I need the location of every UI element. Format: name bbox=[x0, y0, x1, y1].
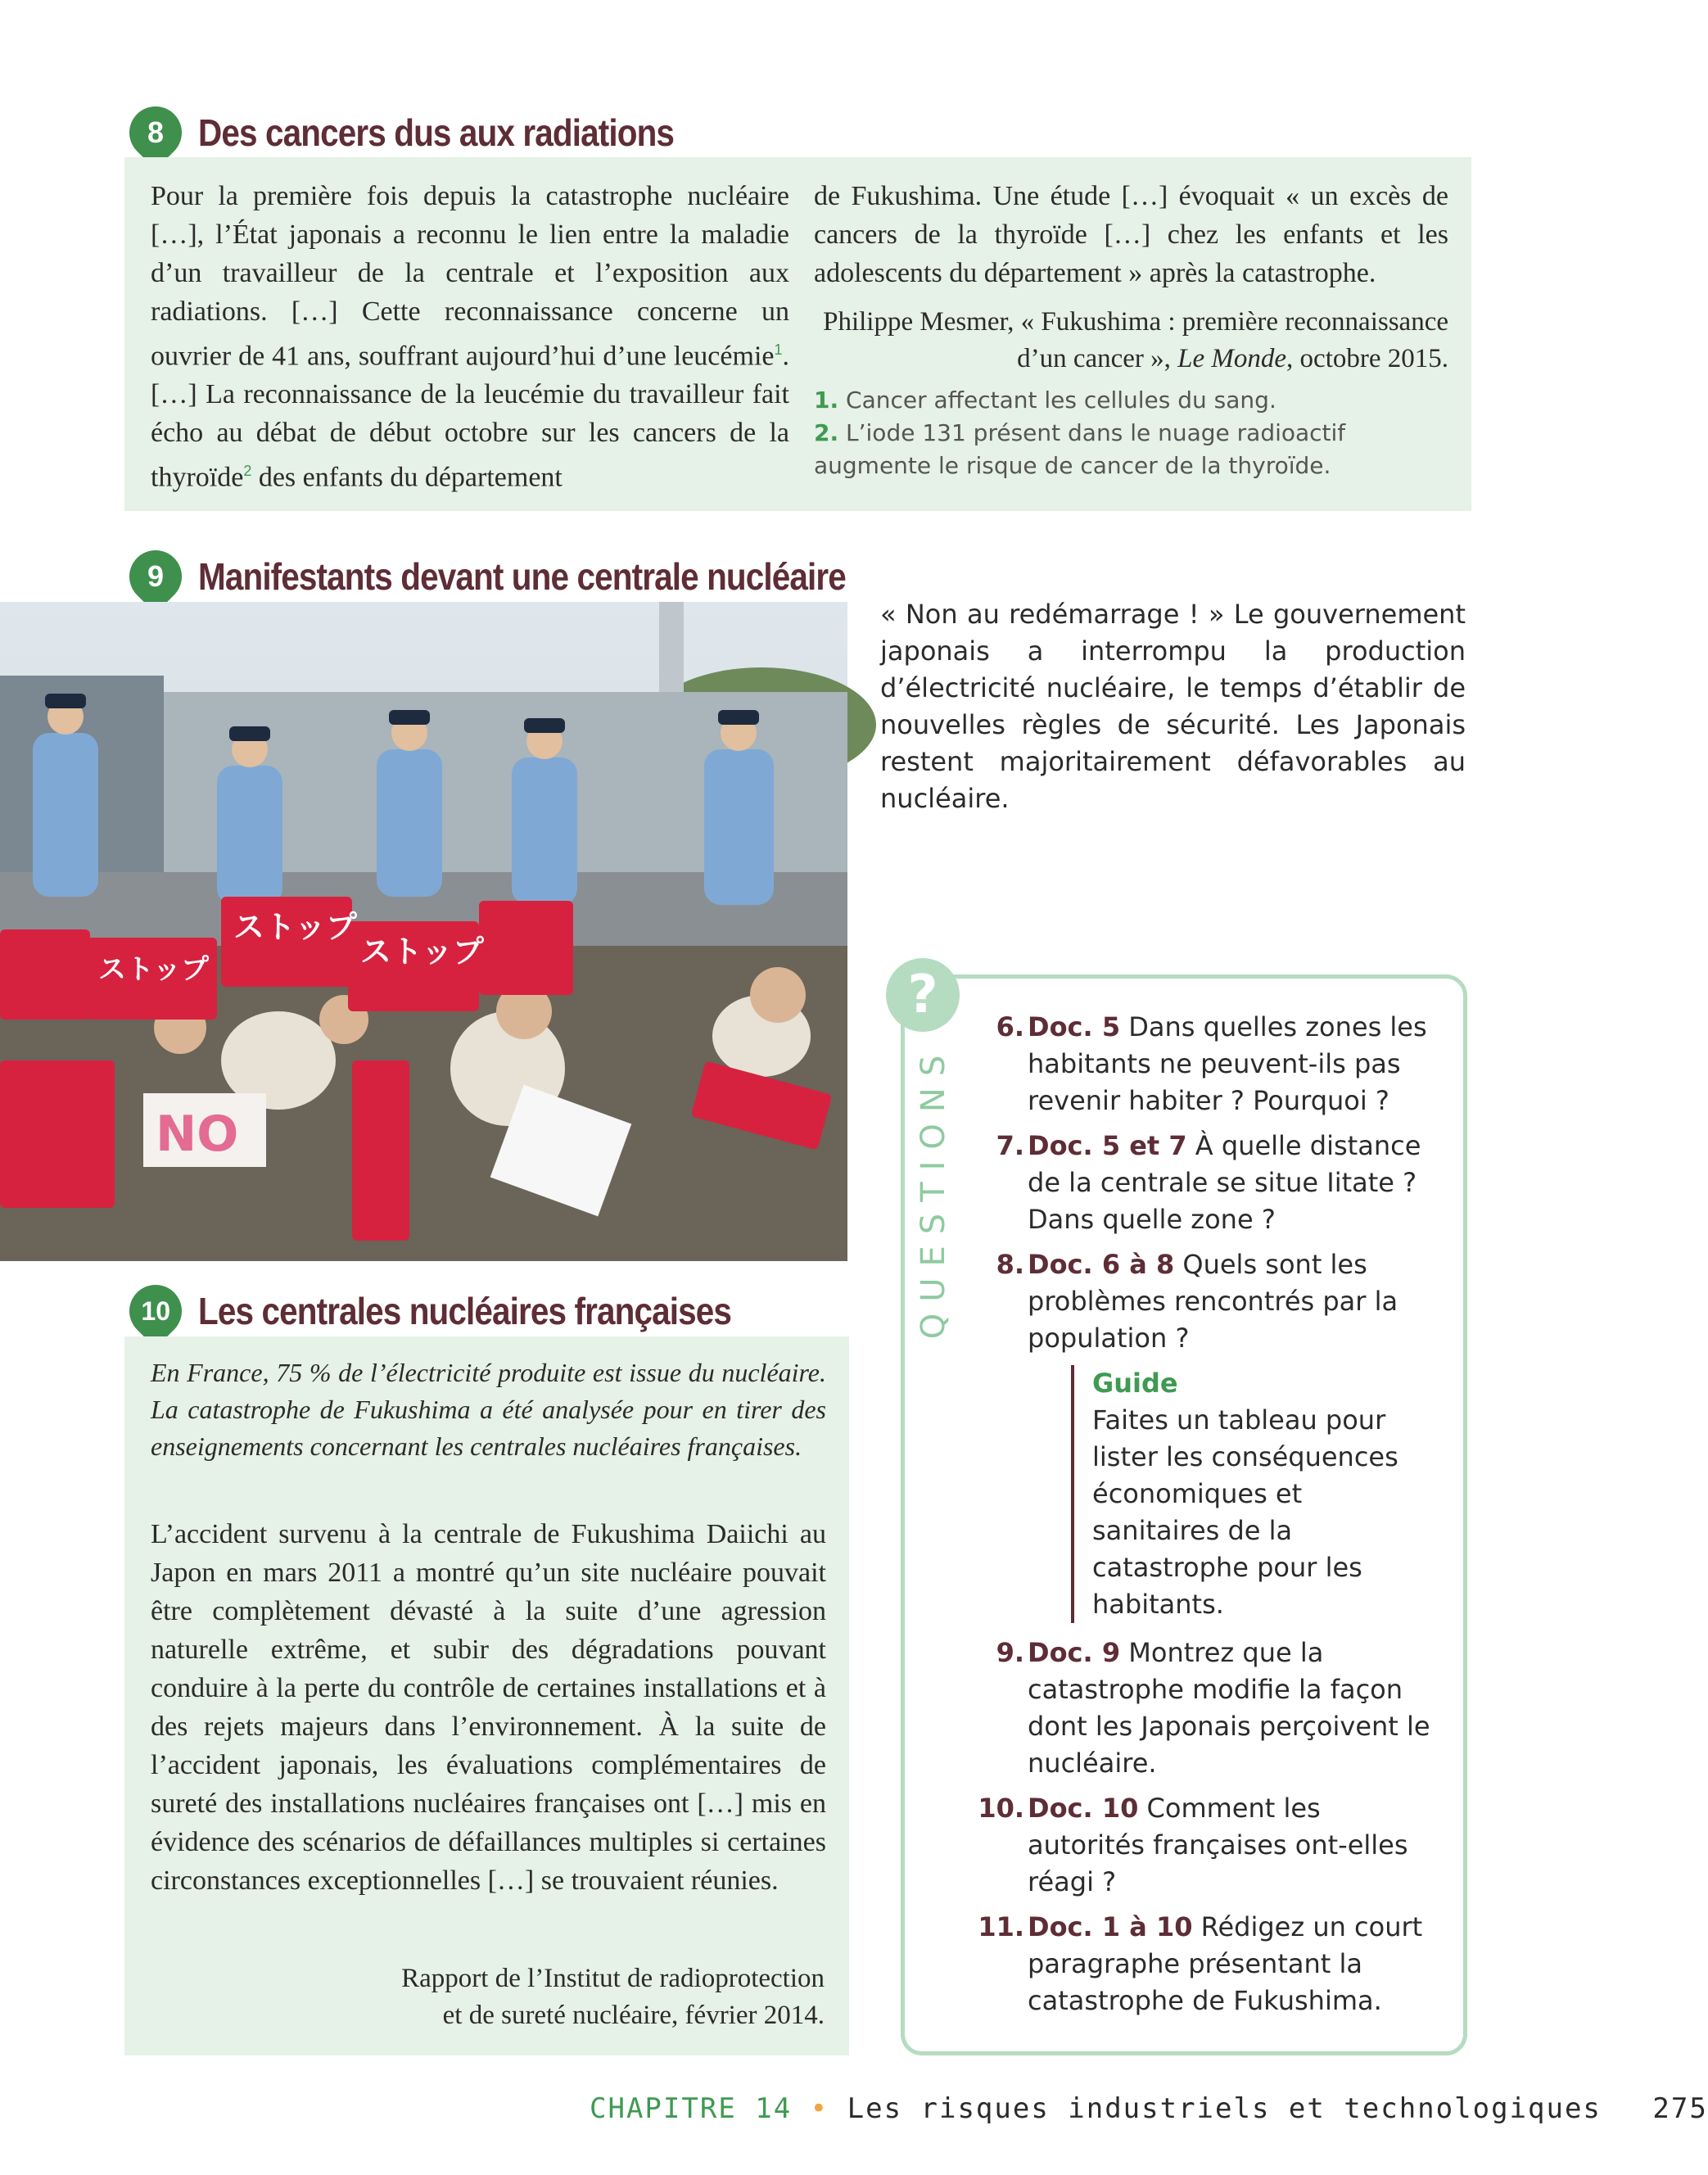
guide-text: Faites un tableau pour lister les conséquences économiques et sanitaires de la catastrophe pour les habitants. bbox=[1092, 1404, 1398, 1620]
doc10-text-box bbox=[124, 1336, 849, 2055]
protest-photo bbox=[0, 602, 847, 1261]
sign-text-2: ストップ bbox=[360, 934, 484, 970]
question-7: 7. Doc. 5 et 7 À quelle distance de la centrale se situe Iitate ? Dans quelle zone ? bbox=[996, 1130, 1421, 1235]
doc10-intro: En France, 75 % de l’électricité produite est issue du nucléaire. La catastrophe de Fukushima a été analysée pour en tirer des enseignements concernant les centrales nucléaires françaises. bbox=[151, 1358, 826, 1461]
doc10-number-badge: 10 bbox=[119, 1274, 193, 1349]
footer-bullet: • bbox=[810, 2092, 829, 2125]
guide-box bbox=[1071, 1365, 1437, 1623]
footnote-ref-2: 2 bbox=[243, 463, 252, 480]
doc9-caption: « Non au redémarrage ! » Le gouvernement japonais a interrompu la production d’électricité nucléaire, le temps d’établir de nouvelles règles de sécurité. Les Japonais restent majoritairement défavorables au nucléaire. bbox=[880, 599, 1466, 814]
questions-list bbox=[978, 1009, 1437, 2028]
doc10-source: Rapport de l’Institut de radioprotection et de sureté nucléaire, février 2014. bbox=[401, 1964, 825, 2030]
doc10-heading bbox=[129, 1278, 804, 1344]
doc9-number-badge: 9 bbox=[119, 540, 193, 614]
page-footer bbox=[590, 2092, 1708, 2125]
question-8: 8. Doc. 6 à 8 Quels sont les problèmes rencontrés par la population ? bbox=[996, 1249, 1398, 1354]
footer-title: Les risques industriels et technologiques bbox=[847, 2092, 1602, 2125]
doc8-column-2-text: de Fukushima. Une étude […] évoquait « un excès de cancers de la thyroïde […] chez les enfants et les adolescents du département » après la catastrophe. bbox=[814, 181, 1448, 288]
footnote-ref-1: 1 bbox=[774, 341, 783, 358]
doc8-heading bbox=[129, 100, 739, 165]
question-9: 9. Doc. 9 Montrez que la catastrophe modifie la façon dont les Japonais perçoivent le nucléaire. bbox=[996, 1637, 1430, 1779]
doc9-title: Manifestants devant une centrale nucléaire bbox=[198, 555, 846, 598]
doc9-heading bbox=[129, 544, 934, 609]
question-mark-icon: ? bbox=[886, 958, 960, 1032]
sign-text-3: ストップ bbox=[98, 953, 209, 986]
doc8-title: Des cancers dus aux radiations bbox=[198, 111, 675, 154]
footer-chapter: CHAPITRE 14 bbox=[590, 2092, 793, 2125]
questions-label: QUESTIONS bbox=[915, 1043, 953, 1340]
sign-text-1: ストップ bbox=[233, 909, 357, 945]
guide-title: Guide bbox=[1092, 1368, 1178, 1399]
doc8-footnote-1: 1. Cancer affectant les cellules du sang. bbox=[814, 387, 1276, 414]
doc10-title: Les centrales nucléaires françaises bbox=[198, 1290, 732, 1332]
doc8-source: Philippe Mesmer, « Fukushima : première reconnaissance d’un cancer », Le Monde, octobre 2015. bbox=[823, 307, 1448, 373]
doc8-text-box bbox=[124, 157, 1471, 511]
question-6: 6. Doc. 5 Dans quelles zones les habitants ne peuvent-ils pas revenir habiter ? Pourquoi ? bbox=[996, 1011, 1427, 1116]
question-10: 10. Doc. 10 Comment les autorités françaises ont-elles réagi ? bbox=[978, 1793, 1408, 1897]
page-number: 275 bbox=[1652, 2092, 1708, 2125]
doc8-column-2 bbox=[814, 177, 1448, 482]
doc8-footnote-2: 2. L’iode 131 présent dans le nuage radioactif augmente le risque de cancer de la thyroïde. bbox=[814, 419, 1346, 479]
question-11: 11. Doc. 1 à 10 Rédigez un court paragraphe présentant la catastrophe de Fukushima. bbox=[978, 1911, 1423, 2016]
doc8-number-badge: 8 bbox=[119, 96, 193, 170]
doc10-body: L’accident survenu à la centrale de Fukushima Daiichi au Japon en mars 2011 a montré qu’un site nucléaire pouvait être complètement dévasté à la suite d’une agression naturelle extrême, et subir des dégradations pouvant conduire à la perte du contrôle de certaines installations et à des rejets majeurs dans l’environnement. À la suite de l’accident japonais, les évaluations complémentaires de sureté des installations nucléaires françaises ont […] mis en évidence des scénarios de défaillances multiples si certaines circonstances exceptionnelles […] se trouvaient réunies. bbox=[151, 1519, 826, 1896]
no-sign-text: NO bbox=[156, 1106, 239, 1163]
doc8-column-1: Pour la première fois depuis la catastrophe nucléaire […], l’État japonais a reconnu le lien entre la maladie d’un travailleur de la centrale et l’exposition aux radiations. […] Cette reconnaissance concerne un ouvrier de 41 ans, souffrant aujourd’hui d’une leucémie$^1$. […] La reconnaissance de la leucémie du travailleur fait écho au débat de début octobre sur les cancers de la thyroïde$^2$ des enfants du département bbox=[151, 181, 789, 493]
